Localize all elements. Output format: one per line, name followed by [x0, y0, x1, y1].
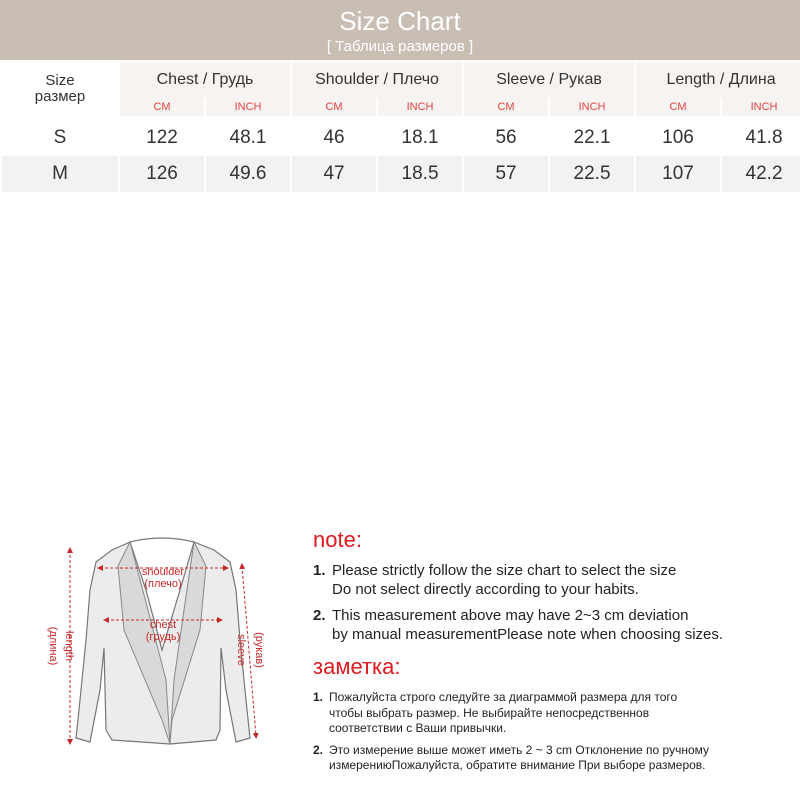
- value-cell: 122: [146, 127, 178, 148]
- length-label-ru: (длина): [47, 626, 59, 666]
- value-cell: 46: [323, 127, 345, 148]
- sleeve-label: sleeve: [235, 634, 247, 666]
- blazer-measurement-diagram: [20, 530, 290, 800]
- chest-header: Chest / Грудь: [120, 62, 290, 98]
- note-line: This measurement above may have 2~3 cm deviation: [332, 607, 689, 624]
- note-item: [313, 561, 793, 599]
- blazer-sketch: [20, 530, 290, 800]
- shoulder-header: Shoulder / Плечо: [292, 62, 462, 98]
- value-cell: 126: [120, 156, 204, 192]
- note-title: note:: [313, 527, 362, 552]
- shoulder-label: shoulder: [141, 566, 185, 578]
- size-header-en: Size: [45, 72, 75, 89]
- size-header-ru: размер: [34, 88, 86, 105]
- value-cell: 56: [495, 127, 517, 148]
- value-cell: 22.5: [550, 156, 634, 192]
- note-number: 2.: [313, 607, 326, 624]
- table-header-row: [2, 62, 800, 98]
- note-item: [313, 606, 793, 644]
- chest-label: chest: [149, 619, 177, 631]
- value-cell: 47: [292, 156, 376, 192]
- value-cell: 42.2: [722, 156, 800, 192]
- note-line-ru: чтобы выбрать размер. Не выбирайте непосредственнов: [329, 705, 650, 720]
- table-unit-row: [2, 98, 800, 116]
- notes-section: [313, 527, 793, 780]
- length-label: length: [63, 631, 75, 661]
- note-number-ru: 2.: [313, 742, 324, 757]
- note-line-ru: измерениюПожалуйста, обратите внимание При выборе размеров.: [329, 758, 706, 772]
- chest-label-ru: (грудь): [145, 631, 181, 643]
- value-cell: 18.5: [378, 156, 462, 192]
- unit-cm: CM: [464, 98, 548, 116]
- value-cell: 106: [662, 127, 694, 148]
- note-line-ru: соответствии с Ваши привычки.: [329, 721, 507, 735]
- note-number: 1.: [313, 562, 326, 579]
- unit-cm: CM: [636, 98, 720, 116]
- note-line: Do not select directly according to your habits.: [332, 581, 639, 598]
- unit-cm: CM: [120, 98, 204, 116]
- banner-subtitle: [ Таблица размеров ]: [326, 38, 474, 55]
- value-cell: 22.1: [573, 127, 611, 148]
- value-cell: 49.6: [206, 156, 290, 192]
- size-chart-banner: [0, 0, 800, 60]
- note-title-ru: заметка:: [313, 654, 401, 679]
- size-table: [0, 62, 800, 192]
- note-line-ru: Пожалуйста строго следуйте за диаграммой размера для того: [329, 690, 678, 704]
- note-item-ru: [313, 690, 793, 737]
- note-line: Please strictly follow the size chart to select the size: [332, 562, 677, 579]
- value-cell: 41.8: [745, 127, 783, 148]
- unit-inch: INCH: [378, 98, 462, 116]
- size-cell: M: [2, 156, 118, 192]
- length-header: Length / Длина: [636, 62, 800, 98]
- unit-cm: CM: [292, 98, 376, 116]
- sleeve-label-ru: (рукав): [253, 632, 265, 668]
- unit-inch: INCH: [722, 98, 800, 116]
- value-cell: 18.1: [401, 127, 439, 148]
- unit-inch: INCH: [206, 98, 290, 116]
- value-cell: 57: [464, 156, 548, 192]
- value-cell: 107: [636, 156, 720, 192]
- unit-inch: INCH: [550, 98, 634, 116]
- note-line: by manual measurementPlease note when choosing sizes.: [332, 626, 724, 643]
- note-number-ru: 1.: [313, 690, 324, 704]
- value-cell: 48.1: [229, 127, 267, 148]
- size-column-header: [2, 62, 118, 116]
- shoulder-label-ru: (плечо): [144, 578, 182, 590]
- note-item-ru: [313, 743, 793, 774]
- banner-title: Size Chart: [339, 6, 461, 36]
- table-row: [2, 156, 800, 192]
- note-line-ru: Это измерение выше может иметь 2 ~ 3 cm Отклонение по ручному: [329, 742, 710, 757]
- size-cell: S: [53, 127, 67, 148]
- sleeve-header: Sleeve / Рукав: [464, 62, 634, 98]
- table-row: [2, 120, 800, 156]
